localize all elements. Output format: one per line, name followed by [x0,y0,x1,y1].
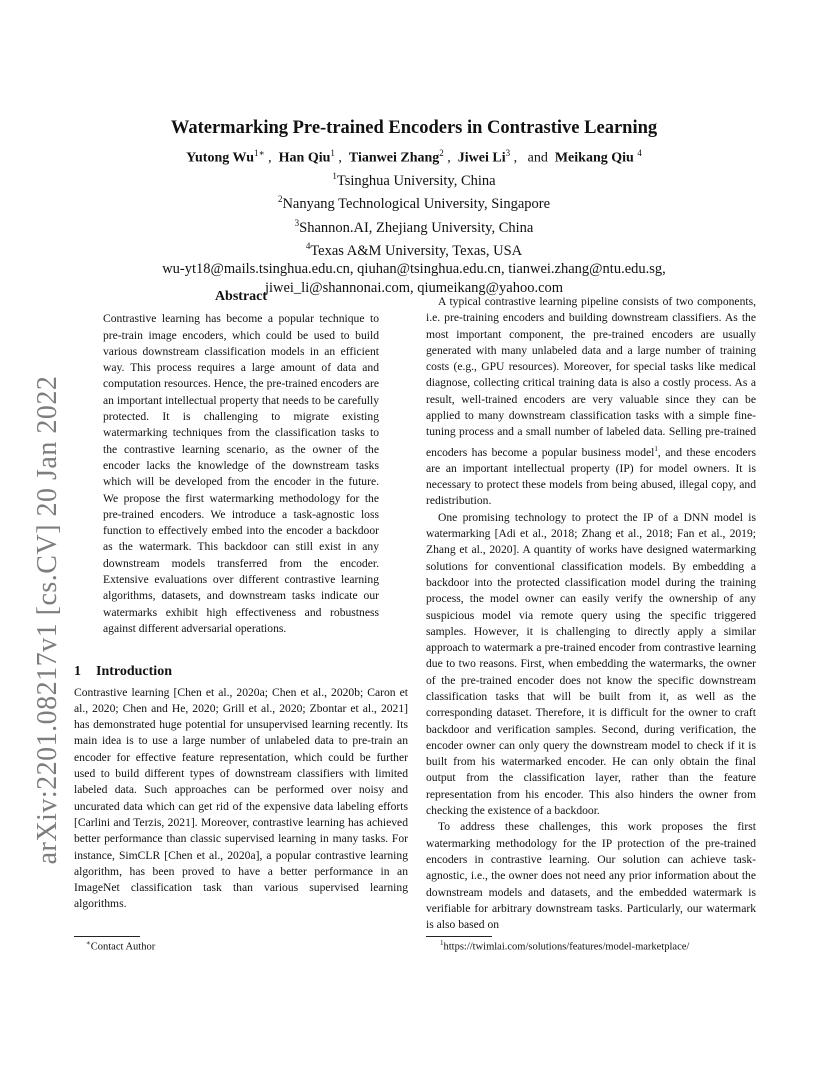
author-name: Han Qiu [278,150,331,166]
author-sup: 1∗ [254,148,265,158]
intro-paragraph: Contrastive learning [Chen et al., 2020a; Chen et al., 2020b; Caron et al., 2020; Chen and He, 2020; Grill et al., 2020; Zbontar et al., 2021] has demonstrated huge potential for unsupervised learning recently. Its main idea is to use a large number of unlabeled data to pre-train an encoder for effective feature representation, which could be further used to build different types of downstream classifiers with limited labeled data. Such approaches can be performed over noisy and uncurated data which can get rid of the expensive data labeling efforts [Carlini and Terzis, 2021]. Moreover, contrastive learning has achieved better performance than classic supervised learning in many tasks. For instance, SimCLR [Chen et al., 2020a], a popular contrastive learning algorithm, has been proved to have a better performance in an ImageNet classification task than various supervised learning algorithms. [74,685,408,911]
section-number: 1 [74,664,81,680]
abstract-heading: Abstract [214,289,268,304]
footnote-marker: 1 [654,444,658,453]
left-column [74,289,408,913]
author-list: Yutong $Wu^{1∗}$ , Han Qiu$^1$ , Tianwei Zhang$^2$ , Jiwei Li$^3$ , and Meikang Qiu $^4$ [186,148,642,166]
author-conjunction: and [527,150,548,166]
author-sup: 2 [439,148,444,158]
email-line: wu-yt18@mails.tsinghua.edu.cn, qiuhan@tsinghua.edu.cn, tianwei.zhang@ntu.edu.sg, [162,261,666,278]
author-sup: 3 [505,148,511,158]
section-title: Introduction [96,664,172,680]
author-name: Tianwei Zhang [348,150,440,166]
footnote-left: ∗Contact Author [86,939,156,953]
author-name: Jiwei Li [457,150,506,166]
section-heading [74,664,408,680]
body-paragraph: A typical contrastive learning pipeline consists of two components, i.e. pre-training encoders and building downstream classifiers. As the most important component, the pre-trained encoders are usually generated with many unlabeled data and a large number of training costs (e.g., GPU resources). Moreover, for special tasks like medical diagnose, collecting critical training data is also a costly process. As a result, well-trained encoders are very valuable since they can be applied to many downstream classification tasks with a simple fine-tuning process and a small number of labeled data. Selling pre-trained encoders has become a popular business model$^1$, and these encoders are an important intellectual property (IP) for model owners. It is necessary to protect these models from being abused, illegal copy, and redistribution. [426,295,756,508]
footnote-rule [74,936,140,937]
footnote-right: $^1$https://twimlai.com/solutions/features/model-marketplace/ [440,939,690,953]
affiliation-line: $^4$Texas A&M University, Texas, USA [305,240,523,259]
affiliation-line: $^3$Shannon.AI, Zhejiang University, China [294,217,534,236]
paper-title: Watermarking Pre-trained Encoders in Contrastive Learning [170,118,658,138]
body-paragraph: To address these challenges, this work proposes the first watermarking methodology for the IP protection of the pre-trained encoders in contrastive learning. Our solution can achieve task-agnostic, i.e., the owner does not need any prior information about the downstream models and datasets, and the embedded watermark is verifiable for arbitrary downstream tasks. Particularly, our watermark is also based on [426,820,756,932]
footnote-rule [426,936,492,937]
author-name: Yutong Wu [186,150,255,166]
email-line: jiwei_li@shannonai.com, qiumeikang@yahoo.com [264,279,564,296]
abstract-text: Contrastive learning has become a popular technique to pre-train image encoders, which could be used to build various downstream classification models in an efficient way. This process requires a large amount of data and computation resources. Hence, the pre-trained encoders are an important intellectual property that needs to be carefully protected. It is challenging to migrate existing watermarking techniques from the classification tasks to the contrastive learning scenario, as the owner of the encoder lacks the knowledge of the downstream tasks which will be developed from the encoder in the future. We propose the first watermarking methodology for the pre-trained encoders. We introduce a task-agnostic loss function to effectively embed into the encoder a backdoor as the watermark. This backdoor can still exist in any downstream models transferred from the encoder. Extensive evaluations over different contrastive learning algorithms, datasets, and downstream tasks indicate our watermarks exhibit high effectiveness and robustness against different adversarial operations. [103,312,379,635]
author-name: Meikang Qiu [554,150,634,166]
affiliation-line: $^2$Nanyang Technological University, Singapore [277,194,551,213]
right-column [426,294,756,933]
author-sup: 4 [637,148,642,158]
arxiv-identifier: arXiv:2201.08217v1 [cs.CV] 20 Jan 2022 [32,375,63,865]
affiliation-line: $^1$Tsinghua University, China [332,171,496,189]
author-sup: 1 [330,148,335,158]
affiliations [0,167,828,297]
body-paragraph: One promising technology to protect the IP of a DNN model is watermarking [Adi et al., 2018; Zhang et al., 2018; Fan et al., 2019; Zhang et al., 2020]. A quantity of works have designed watermarking solutions for conventional classification models. By embedding a backdoor into the protected classification model during the training process, the model owner can easily verify the ownership of any suspicious model via remote query using the specific triggered samples. However, it is challenging to directly apply a similar approach to watermark a pre-trained encoder from contrastive learning due to two reasons. First, when embedding the watermarks, the owner of the pre-trained encoder does not know the specific downstream classification tasks that will be built from it, as well as the corresponding dataset. Therefore, it is difficult for the owner to craft backdoor and verification samples. Second, during verification, the encoder owner can only query the downstream model to check if it is built from his watermarked encoder. He can only obtain the final output from the classification layer, rather than the feature representation from his encoder. This also hinders the owner from checking the existence of a backdoor. [426,510,756,818]
